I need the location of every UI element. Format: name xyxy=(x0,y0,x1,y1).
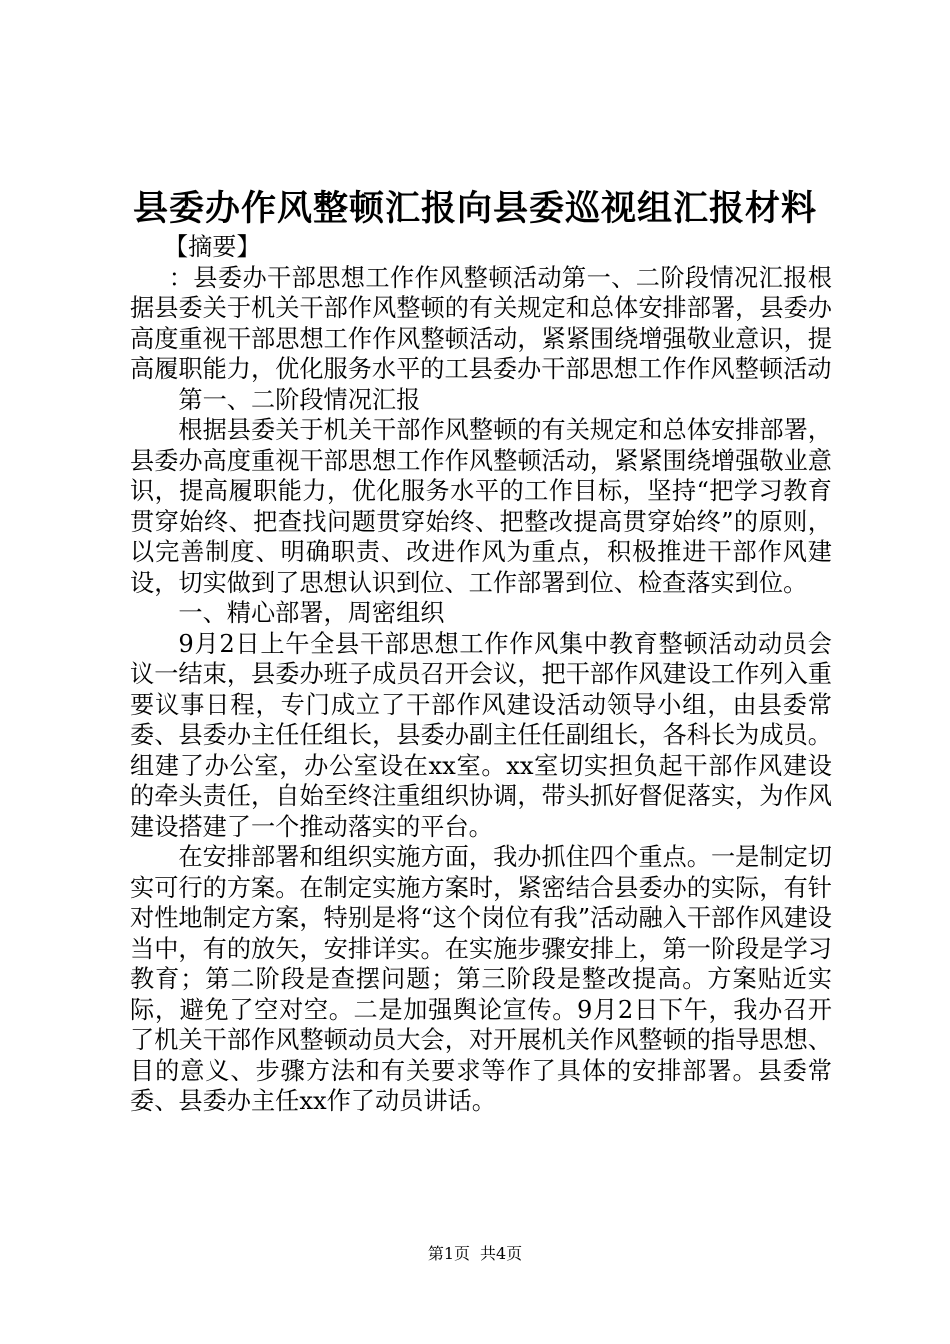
section-heading: 第一、二阶段情况汇报 xyxy=(178,385,421,414)
document-title: 县委办作风整顿汇报向县委巡视组汇报材料 xyxy=(132,188,817,229)
paragraph: 9月2日上午全县干部思想工作作风集中教育整顿活动动员会议一结束，县委办班子成员召开会议，把干部作风建设工作列入重要议事日程，专门成立了干部作风建设活动领导小组，由县委常委、县委办主任任组长，县委办副主任任副组长，各科长为成员。组建了办公室，办公室设在xx室。xx室切实担负起干部作风建设的牵头责任，自始至终注重组织协调，带头抓好督促落实，为作风建设搭建了一个推动落实的平台。 xyxy=(130,629,832,841)
paragraph: 在安排部署和组织实施方面，我办抓住四个重点。一是制定切实可行的方案。在制定实施方案时，紧密结合县委办的实际，有针对性地制定方案，特别是将“这个岗位有我”活动融入干部作风建设当中，有的放矢，安排详实。在实施步骤安排上，第一阶段是学习教育；第二阶段是查摆问题；第三阶段是整改提高。方案贴近实际，避免了空对空。二是加强舆论宣传。9月2日下午，我办召开了机关干部作风整顿动员大会，对开展机关作风整顿的指导思想、目的意义、步骤方法和有关要求等作了具体的安排部署。县委常委、县委办主任xx作了动员讲话。 xyxy=(130,843,832,1115)
page-footer xyxy=(0,1242,950,1266)
section-heading: 一、精心部署，周密组织 xyxy=(178,599,445,627)
page-number: 第1页 xyxy=(427,1244,470,1263)
paragraph: 根据县委关于机关干部作风整顿的有关规定和总体安排部署，县委办高度重视干部思想工作作风整顿活动，紧紧围绕增强敬业意识，提高履职能力，优化服务水平的工作目标，坚持“把学习教育贯穿始终、把查找问题贯穿始终、把整改提高贯穿始终”的原则，以完善制度、明确职责、改进作风为重点，积极推进干部作风建设，切实做到了思想认识到位、工作部署到位、检查落实到位。 xyxy=(130,416,832,597)
abstract-label: 【摘要】 xyxy=(163,233,261,261)
abstract-text: ：县委办干部思想工作作风整顿活动第一、二阶段情况汇报根据县委关于机关干部作风整顿的有关规定和总体安排部署，县委办高度重视干部思想工作作风整顿活动，紧紧围绕增强敬业意识，提高履职能力，优化服务水平的工县委办干部思想工作作风整顿活动 xyxy=(130,263,832,383)
page-total: 共4页 xyxy=(480,1244,523,1263)
document-body xyxy=(130,232,832,1117)
